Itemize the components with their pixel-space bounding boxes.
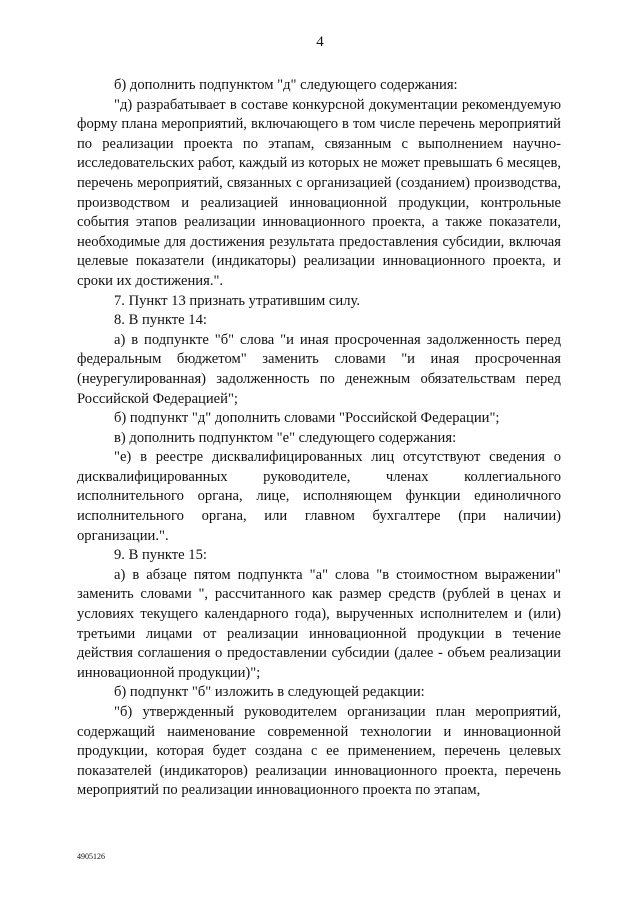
page-number: 4 xyxy=(316,34,324,50)
paragraph: 8. В пункте 14: xyxy=(114,312,207,329)
paragraph: "б) утвержденный руководителем организации план мероприятий, содержащий наименование современной технологии и инновационной продукции, которая будет создана с ее применением, перечень целевых показателей (индикаторов) реализации инновационного проекта, перечень мероприятий по реализации инновационного проекта по этапам, xyxy=(77,704,561,799)
document-code: 4905126 xyxy=(77,852,105,861)
paragraph: а) в абзаце пятом подпункта "а" слова "в стоимостном выражении" заменить словами ", рассчитанного как размер средств (рублей в ценах и условиях текущего календарного года), вырученных исполнителем и (или) третьими лицами от реализации инновационной продукции в течение действия соглашения о предоставлении субсидии (далее - объем реализации инновационной продукции)"; xyxy=(77,566,561,681)
paragraph: 7. Пункт 13 признать утратившим силу. xyxy=(114,292,360,309)
paragraph: а) в подпункте "б" слова "и иная просроченная задолженность перед федеральным бюджетом" заменить словами "и иная просроченная (неурегулированная) задолженность по денежным обязательствам перед Российской Федерацией"; xyxy=(77,331,561,407)
paragraph: б) дополнить подпунктом "д" следующего содержания: xyxy=(114,77,458,93)
paragraph: "д) разрабатывает в составе конкурсной документации рекомендуемую форму плана мероприятий, включающего в том числе перечень мероприятий по реализации проекта по этапам, связанным с выполнением научно-исследовательских работ, каждый из которых не может превышать 6 месяцев, перечень мероприятий, связанных с организацией (созданием) производства, производством и реализацией инновационной продукции, контрольные события этапов реализации инновационного проекта, а также показатели, необходимые для достижения результата предоставления субсидии, включая целевые показатели (индикаторы) реализации инновационного проекта, и сроки их достижения.". xyxy=(77,96,562,289)
paragraph: 9. В пункте 15: xyxy=(114,547,207,564)
document-body xyxy=(77,76,561,801)
paragraph: б) подпункт "б" изложить в следующей редакции: xyxy=(114,684,425,701)
paragraph: б) подпункт "д" дополнить словами "Российской Федерации"; xyxy=(114,410,500,427)
paragraph: "е) в реестре дисквалифицированных лиц отсутствуют сведения о дисквалифицированных руководителе, членах коллегиального исполнительного органа, лице, исполняющем функции единоличного исполнительного органа, или главном бухгалтере (при наличии) организации.". xyxy=(77,449,561,544)
paragraph: в) дополнить подпунктом "е" следующего содержания: xyxy=(114,429,457,446)
